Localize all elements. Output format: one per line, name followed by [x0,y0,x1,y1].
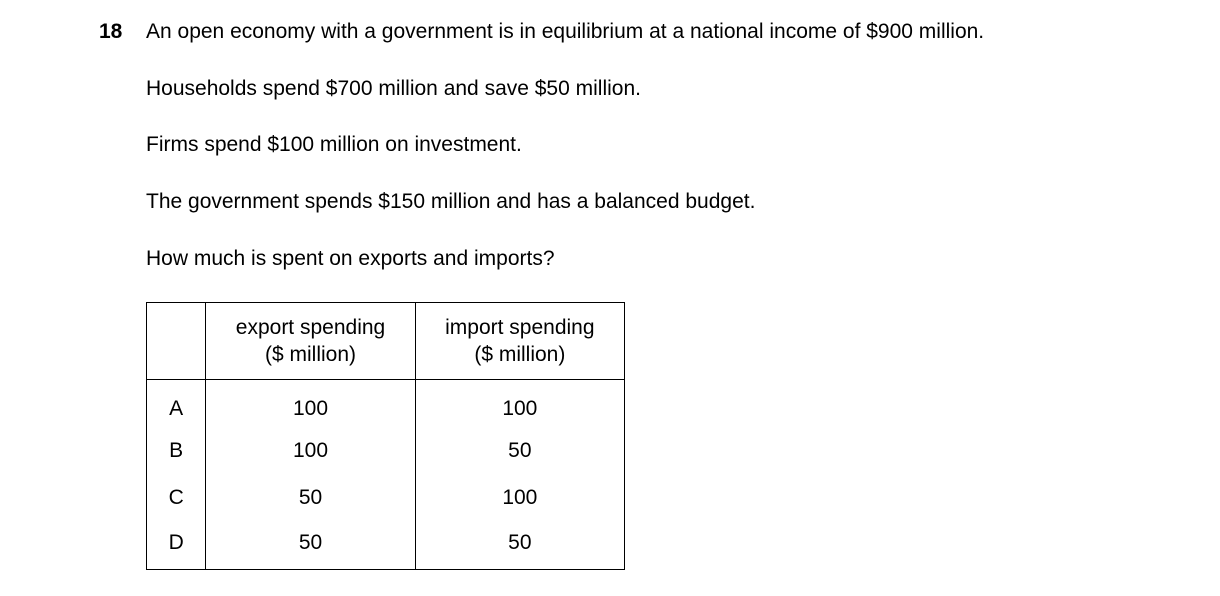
option-letter: D [147,522,206,570]
table-header-row [147,303,625,380]
header-import-label: import spending [445,316,595,339]
option-letter: A [147,380,206,428]
import-value: 50 [415,522,624,570]
header-export-spending [206,303,415,380]
import-value: 50 [415,427,624,475]
header-import-unit: ($ million) [474,343,566,366]
export-value: 50 [206,522,415,570]
question-prompt: How much is spent on exports and imports? [146,247,555,270]
export-value: 100 [206,380,415,428]
firm-info: Firms spend $100 million on investment. [146,133,522,156]
option-letter: B [147,427,206,475]
household-info: Households spend $700 million and save $50 million. [146,77,641,100]
export-value: 50 [206,475,415,523]
table-row[interactable] [147,475,625,523]
import-value: 100 [415,380,624,428]
header-import-spending [415,303,624,380]
answer-options-table [146,302,625,570]
export-value: 100 [206,427,415,475]
question-number: 18 [99,20,123,43]
table-row[interactable] [147,380,625,428]
government-info: The government spends $150 million and has a balanced budget. [146,190,756,213]
import-value: 100 [415,475,624,523]
header-export-label: export spending [235,316,386,339]
header-export-unit: ($ million) [265,343,357,366]
table-row[interactable] [147,427,625,475]
question-stem: An open economy with a government is in equilibrium at a national income of $900 million. [146,20,985,43]
header-blank-cell [147,303,206,380]
option-letter: C [147,475,206,523]
table-row[interactable] [147,522,625,570]
